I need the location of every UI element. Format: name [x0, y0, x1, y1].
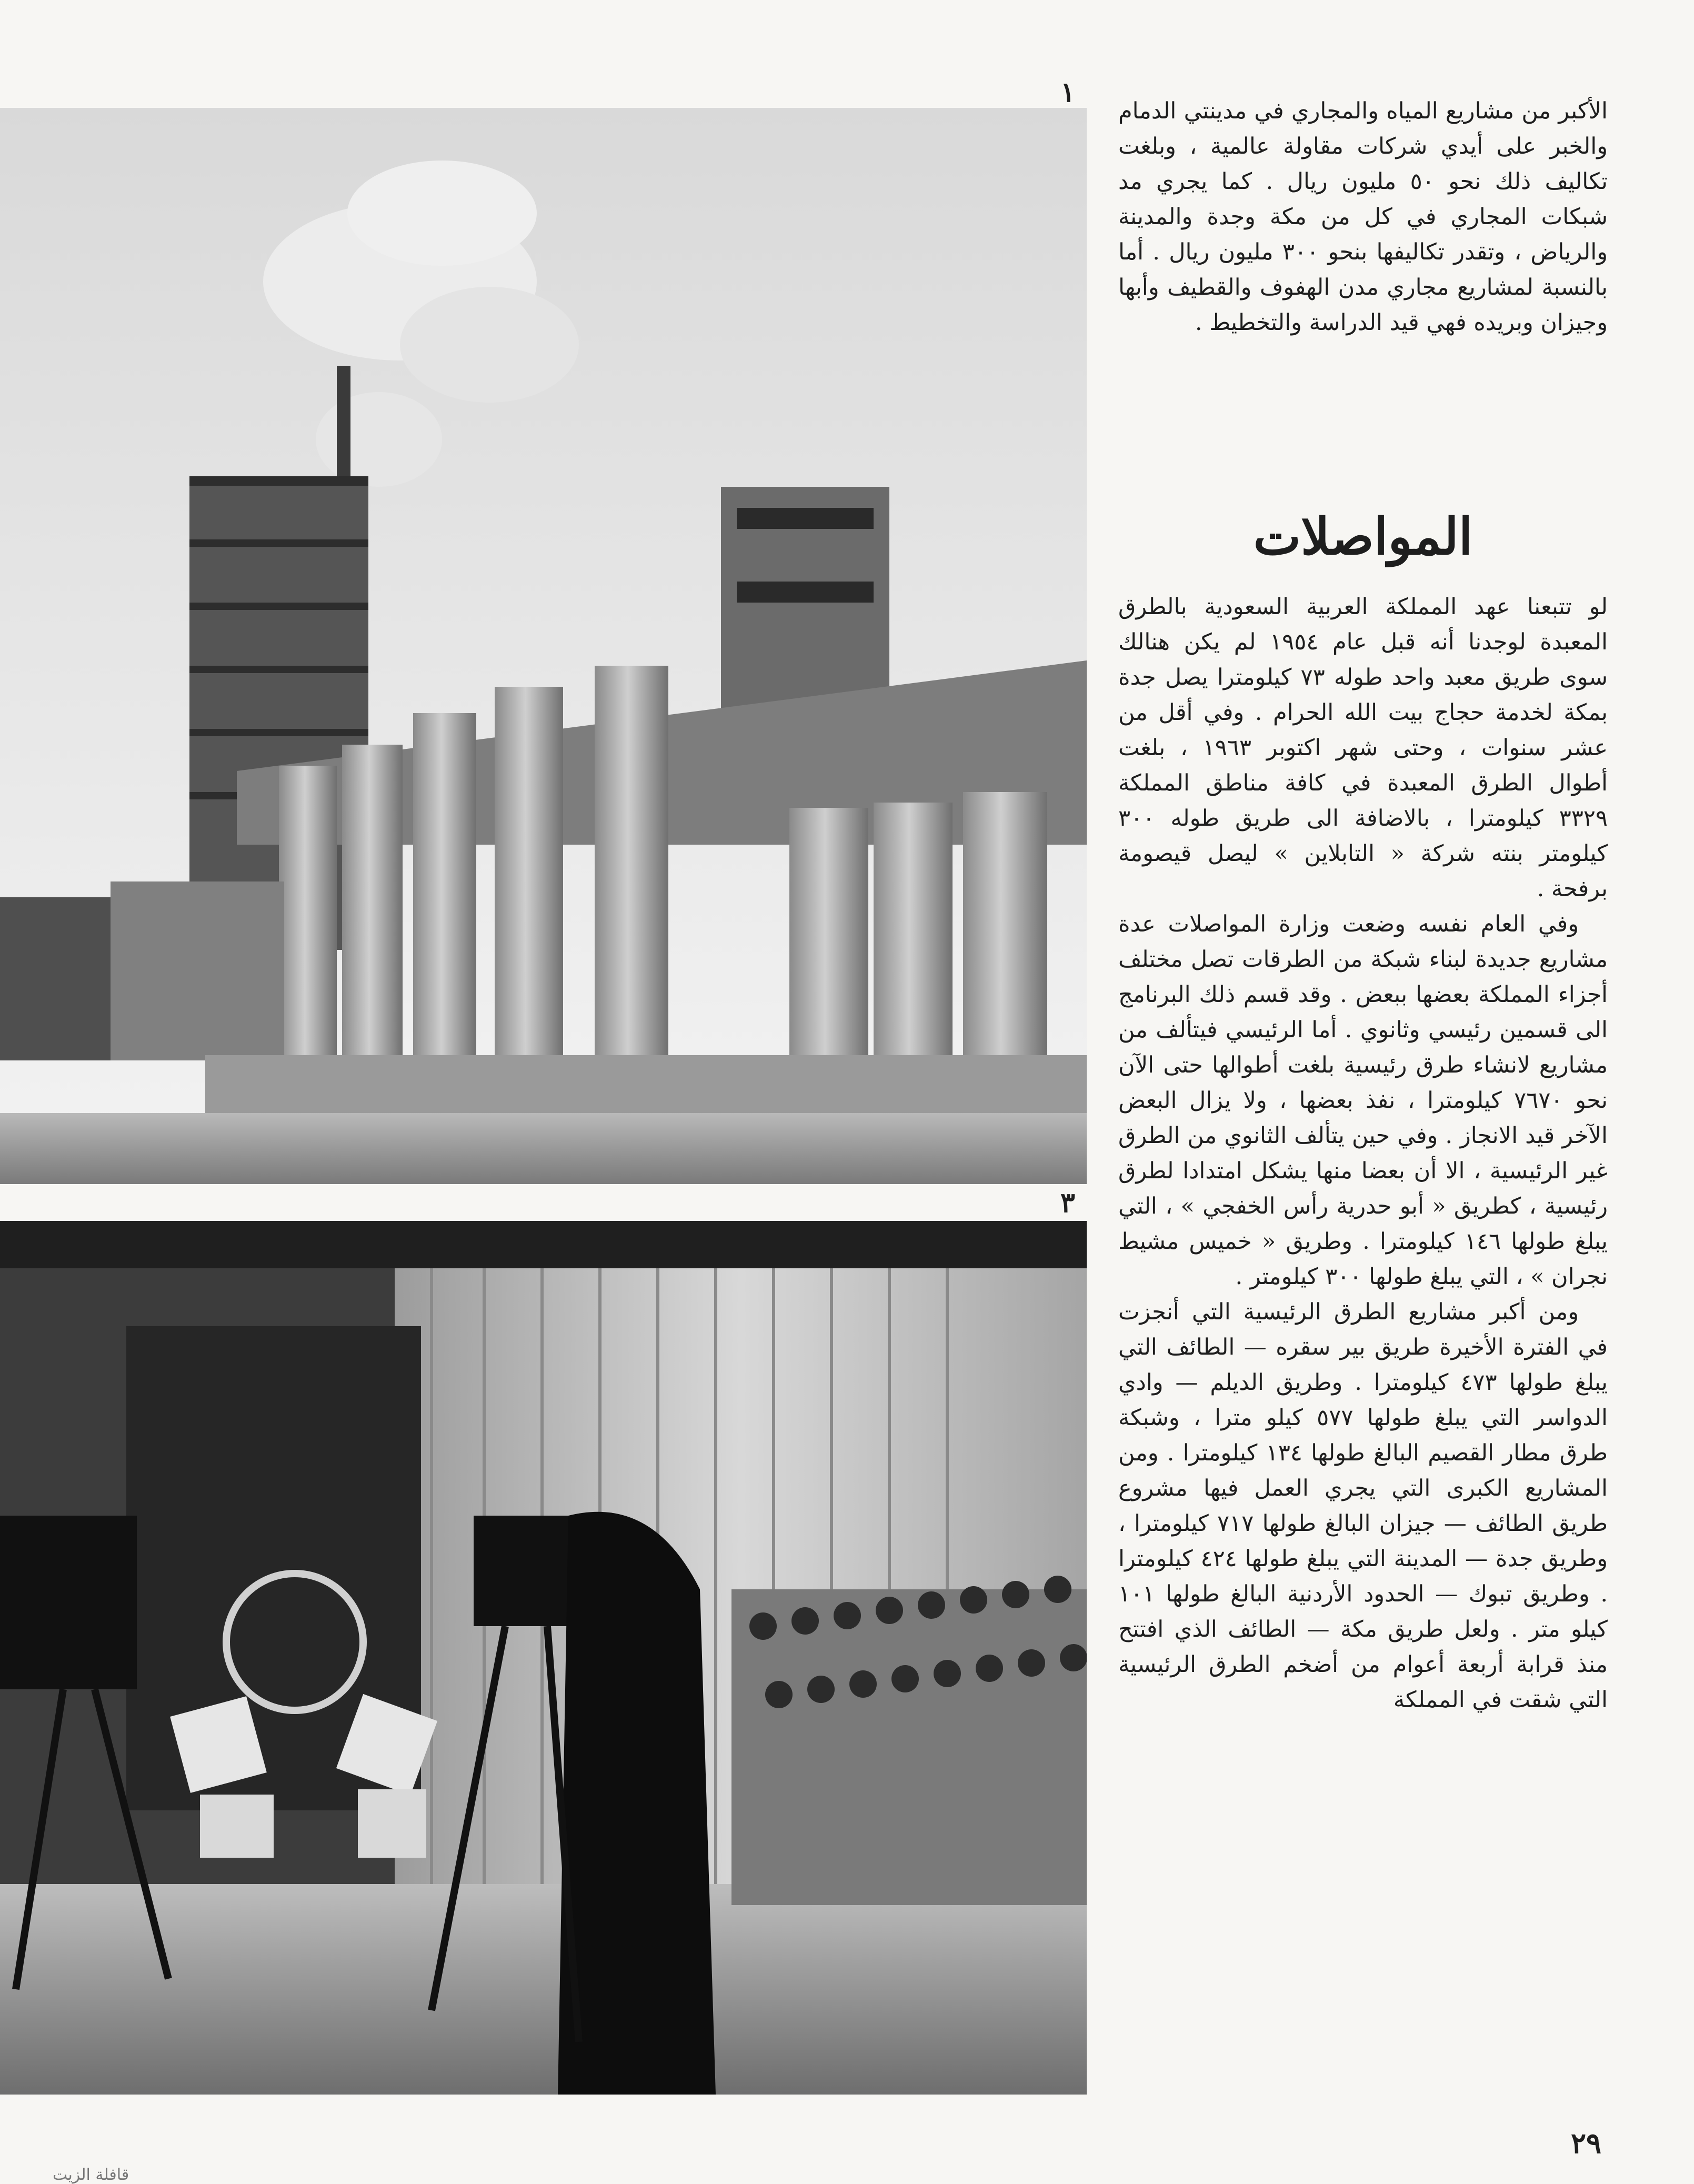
paragraph-1: لو تتبعنا عهد المملكة العربية السعودية بالطرق المعبدة لوجدنا أنه قبل عام ١٩٥٤ لم يكن هنالك سوى طريق معبد واحد طوله ٧٣ كيلومترا يصل جدة بمكة لخدمة حجاج بيت الله الحرام . وفي أقل من عشر سنوات ، وحتى شهر اكتوبر ١٩٦٣ ، بلغت أطوال الطرق المعبدة في كافة مناطق المملكة ٣٣٢٩ كيلومترا ، بالاضافة الى طريق طوله ٣٠٠ كيلومتر بنته شركة « التابلاين » ليصل قيصومة برفحة . — [1118, 594, 1608, 902]
article-body — [1118, 589, 1608, 1718]
section-heading: المواصلات — [1253, 507, 1473, 566]
tv-studio-image — [0, 1221, 1087, 2095]
intro-paragraph: الأكبر من مشاريع المياه والمجاري في مدينتي الدمام والخبر على أيدي شركات مقاولة عالمية ، وبلغت تكاليف ذلك نحو ٥٠ مليون ريال . كما يجري مد شبكات المجاري في كل من مكة وجدة والمدينة والرياض ، وتقدر تكاليفها بنحو ٣٠٠ مليون ريال . أما بالنسبة لمشاريع مجاري مدن الهفوف والقطيف وأبها وجيزان وبريده فهي قيد الدراسة والتخطيط . — [1118, 98, 1608, 336]
footer-mark: قافلة الزيت — [53, 2166, 129, 2184]
factory-silos-photo — [0, 108, 1087, 1184]
factory-silos-image — [0, 108, 1087, 1184]
photo-3-number: ٣ — [1060, 1187, 1075, 1219]
tv-studio-photo — [0, 1221, 1087, 2095]
paragraph-3: ومن أكبر مشاريع الطرق الرئيسية التي أنجزت في الفترة الأخيرة طريق بير سقره — الطائف التي يبلغ طولها ٤٧٣ كيلومترا . وطريق الديلم — وادي الدواسر التي يبلغ طولها ٥٧٧ كيلو مترا ، وشبكة طرق مطار القصيم البالغ طولها ١٣٤ كيلومترا . ومن المشاريع الكبرى التي يجري العمل فيها مشروع طريق الطائف — جيزان البالغ طولها ٧١٧ كيلومترا ، وطريق جدة — المدينة التي يبلغ طولها ٤٢٤ كيلومترا . وطريق تبوك — الحدود الأردنية البالغ طولها ١٠١ كيلو متر . ولعل طريق مكة — الطائف الذي افتتح منذ قرابة أربعة أعوام من أضخم الطرق الرئيسية التي شقت في المملكة — [1118, 1299, 1608, 1713]
page-number: ٢٩ — [1571, 2126, 1602, 2160]
paragraph-2: وفي العام نفسه وضعت وزارة المواصلات عدة مشاريع جديدة لبناء شبكة من الطرقات تصل مختلف أجزاء المملكة بعضها ببعض . وقد قسم ذلك البرنامج الى قسمين رئيسي وثانوي . أما الرئيسي فيتألف من مشاريع لانشاء طرق رئيسية بلغت أطوالها حتى الآن نحو ٧٦٧٠ كيلومترا ، نفذ بعضها ، ولا يزال البعض الآخر قيد الانجاز . وفي حين يتألف الثانوي من الطرق غير الرئيسية ، الا أن بعضا منها يشكل امتدادا لطرق رئيسية ، كطريق « أبو حدرية رأس الخفجي » ، التي يبلغ طولها ١٤٦ كيلومترا . وطريق « خميس مشيط نجران » ، التي يبلغ طولها ٣٠٠ كيلومتر . — [1118, 911, 1608, 1290]
photo-1-number: ١ — [1060, 76, 1075, 108]
